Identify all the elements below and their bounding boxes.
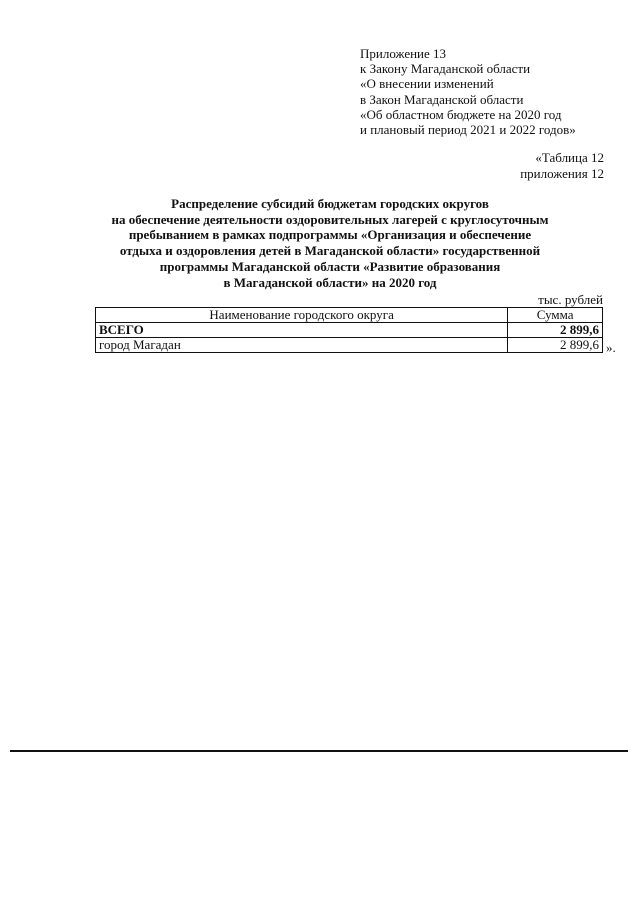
units-label: тыс. рублей (538, 292, 603, 307)
table-row (96, 338, 603, 353)
annex-line: «О внесении изменений (360, 76, 494, 92)
annex-line: к Закону Магаданской области (360, 61, 531, 77)
title-line: Распределение субсидий бюджетам городских округов (171, 196, 489, 211)
annex-line: и плановый период 2021 и 2022 годов» (360, 122, 576, 138)
title-line: программы Магаданской области «Развитие образования (159, 258, 501, 274)
table-ref-line: приложения 12 (520, 165, 604, 181)
document-title (96, 196, 564, 290)
table-reference (520, 150, 604, 181)
annex-reference (360, 46, 576, 137)
annex-line: в Закон Магаданской области (360, 91, 524, 107)
table-row-total (96, 323, 603, 338)
annex-line: «Об областном бюджете на 2020 год (360, 106, 562, 122)
row-name: город Магадан (96, 338, 508, 353)
table-header-row (96, 308, 603, 323)
row-name: ВСЕГО (96, 323, 508, 338)
closing-quote: ». (606, 340, 616, 355)
title-line: на обеспечение деятельности оздоровительных лагерей с круглосуточным (111, 211, 549, 227)
title-line: пребыванием в рамках подпрограммы «Организация и обеспечение (128, 227, 532, 243)
header-sum: Сумма (508, 308, 603, 323)
footer-divider (10, 750, 628, 752)
subsidy-table (95, 307, 603, 353)
table-ref-line: «Таблица 12 (535, 150, 604, 165)
annex-line: Приложение 13 (360, 46, 447, 61)
title-line: в Магаданской области» на 2020 год (223, 274, 437, 290)
row-sum: 2 899,6 (508, 323, 603, 338)
header-name: Наименование городского округа (96, 308, 508, 323)
title-line: отдыха и оздоровления детей в Магаданской области» государственной (119, 243, 541, 259)
row-sum: 2 899,6 (508, 338, 603, 353)
